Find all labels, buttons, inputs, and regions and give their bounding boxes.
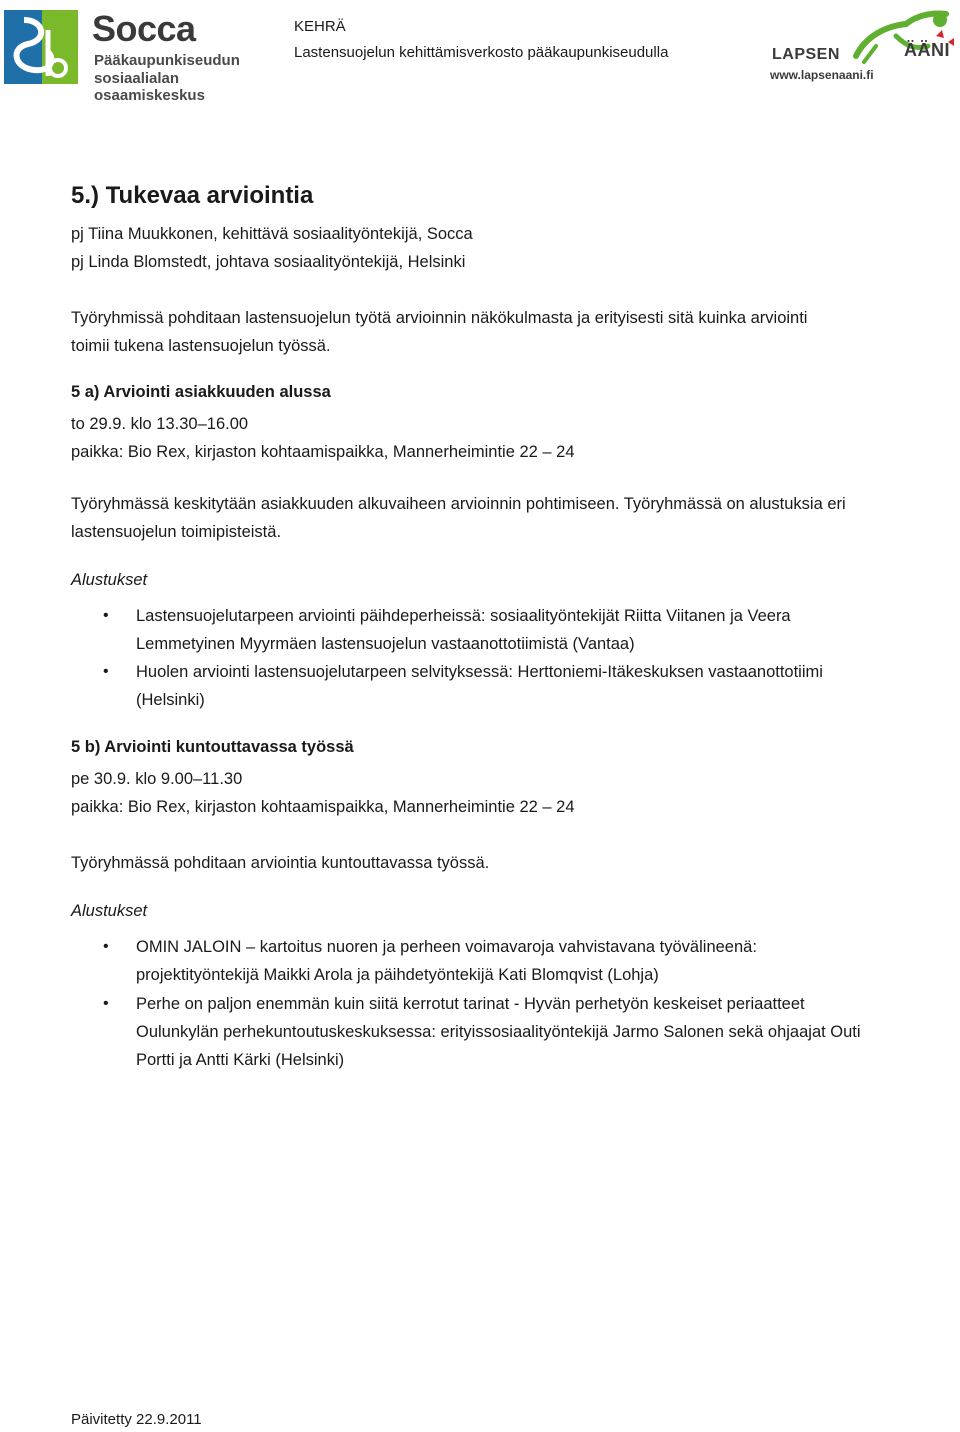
group-a-desc-line-2: lastensuojelun toimipisteistä. [71,523,282,541]
socca-logo-line2: sosiaalialan osaamiskeskus [94,70,205,104]
socca-logo [4,6,274,104]
socca-logo-mark-icon [4,10,78,84]
header-subtitle: Lastensuojelun kehittämisverkosto pääkaupunkiseudulla [294,44,669,61]
group-a-place: paikka: Bio Rex, kirjaston kohtaamispaikka, Mannerheimintie 22 – 24 [71,443,575,461]
group-b-place: paikka: Bio Rex, kirjaston kohtaamispaikka, Mannerheimintie 22 – 24 [71,798,575,816]
group-b-item-2-line-2: Oulunkylän perhekuntoutuskeskuksessa: erityissosiaalityöntekijä Jarmo Salonen sekä ohjaajat Outi [136,1023,861,1041]
header-title: KEHRÄ [294,18,346,35]
bullet-icon: • [103,663,109,680]
group-a-time: to 29.9. klo 13.30–16.00 [71,415,249,433]
bullet-icon: • [103,938,109,955]
footer-updated: Päivitetty 22.9.2011 [71,1411,202,1428]
chair-1: pj Tiina Muukkonen, kehittävä sosiaalityöntekijä, Socca [71,225,473,243]
section-title: 5.) Tukevaa arviointia [71,182,314,209]
group-a-desc-line-1: Työryhmässä keskitytään asiakkuuden alkuvaiheen arvioinnin pohtimiseen. Työryhmässä on alustuksia eri [71,495,846,513]
bullet-icon: • [103,995,109,1012]
chair-2: pj Linda Blomstedt, johtava sosiaalityöntekijä, Helsinki [71,253,466,271]
group-b-item-1-line-1: OMIN JALOIN – kartoitus nuoren ja perheen voimavaroja vahvistavana työvälineenä: [136,938,757,956]
lapsen-aani-word-lapsen: LAPSEN [772,46,840,63]
intro-line-1: Työryhmissä pohditaan lastensuojelun työtä arvioinnin näkökulmasta ja erityisesti sitä kuinka arviointi [71,309,808,327]
group-a-item-2-line-1: Huolen arviointi lastensuojelutarpeen selvityksessä: Herttoniemi-Itäkeskuksen vastaanottotiimi [136,663,823,681]
socca-logo-name: Socca [92,8,196,49]
group-a-item-1-line-1: Lastensuojelutarpeen arviointi päihdeperheissä: sosiaalityöntekijät Riitta Viitanen ja Veera [136,607,791,625]
bullet-icon: • [103,607,109,624]
group-b-heading: 5 b) Arviointi kuntouttavassa työssä [71,738,354,756]
group-a-alustukset-label: Alustukset [71,571,148,589]
group-a-item-2-line-2: (Helsinki) [136,691,205,709]
group-b-time: pe 30.9. klo 9.00–11.30 [71,770,243,788]
group-b-desc: Työryhmässä pohditaan arviointia kuntouttavassa työssä. [71,854,490,872]
group-b-item-2-line-3: Portti ja Antti Kärki (Helsinki) [136,1051,345,1069]
group-b-item-1-line-2: projektityöntekijä Maikki Arola ja päihdetyöntekijä Kati Blomqvist (Lohja) [136,966,659,984]
lapsen-aani-word-aani: ÄÄNI [904,40,950,60]
group-b-item-2-line-1: Perhe on paljon enemmän kuin siitä kerrotut tarinat - Hyvän perhetyön keskeiset periaatteet [136,995,805,1013]
group-b-alustukset-label: Alustukset [71,902,148,920]
group-a-item-1-line-2: Lemmetyinen Myyrmäen lastensuojelun vastaanottotiimistä (Vantaa) [136,635,635,653]
socca-logo-line1: Pääkaupunkiseudun [94,52,240,69]
lapsen-aani-logo [766,6,958,88]
lapsen-aani-url: www.lapsenaani.fi [770,68,874,82]
group-a-heading: 5 a) Arviointi asiakkuuden alussa [71,383,331,401]
intro-line-2: toimii tukena lastensuojelun työssä. [71,337,331,355]
